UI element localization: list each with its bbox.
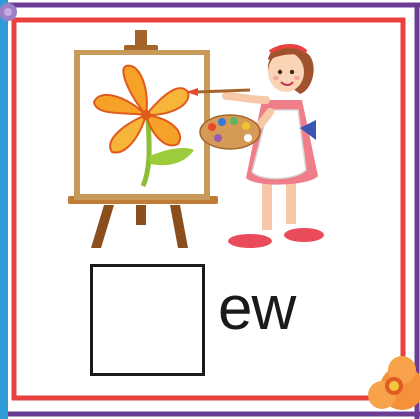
paint-palette (200, 115, 260, 149)
answer-box[interactable] (90, 264, 205, 376)
word-suffix: ew (218, 274, 296, 343)
